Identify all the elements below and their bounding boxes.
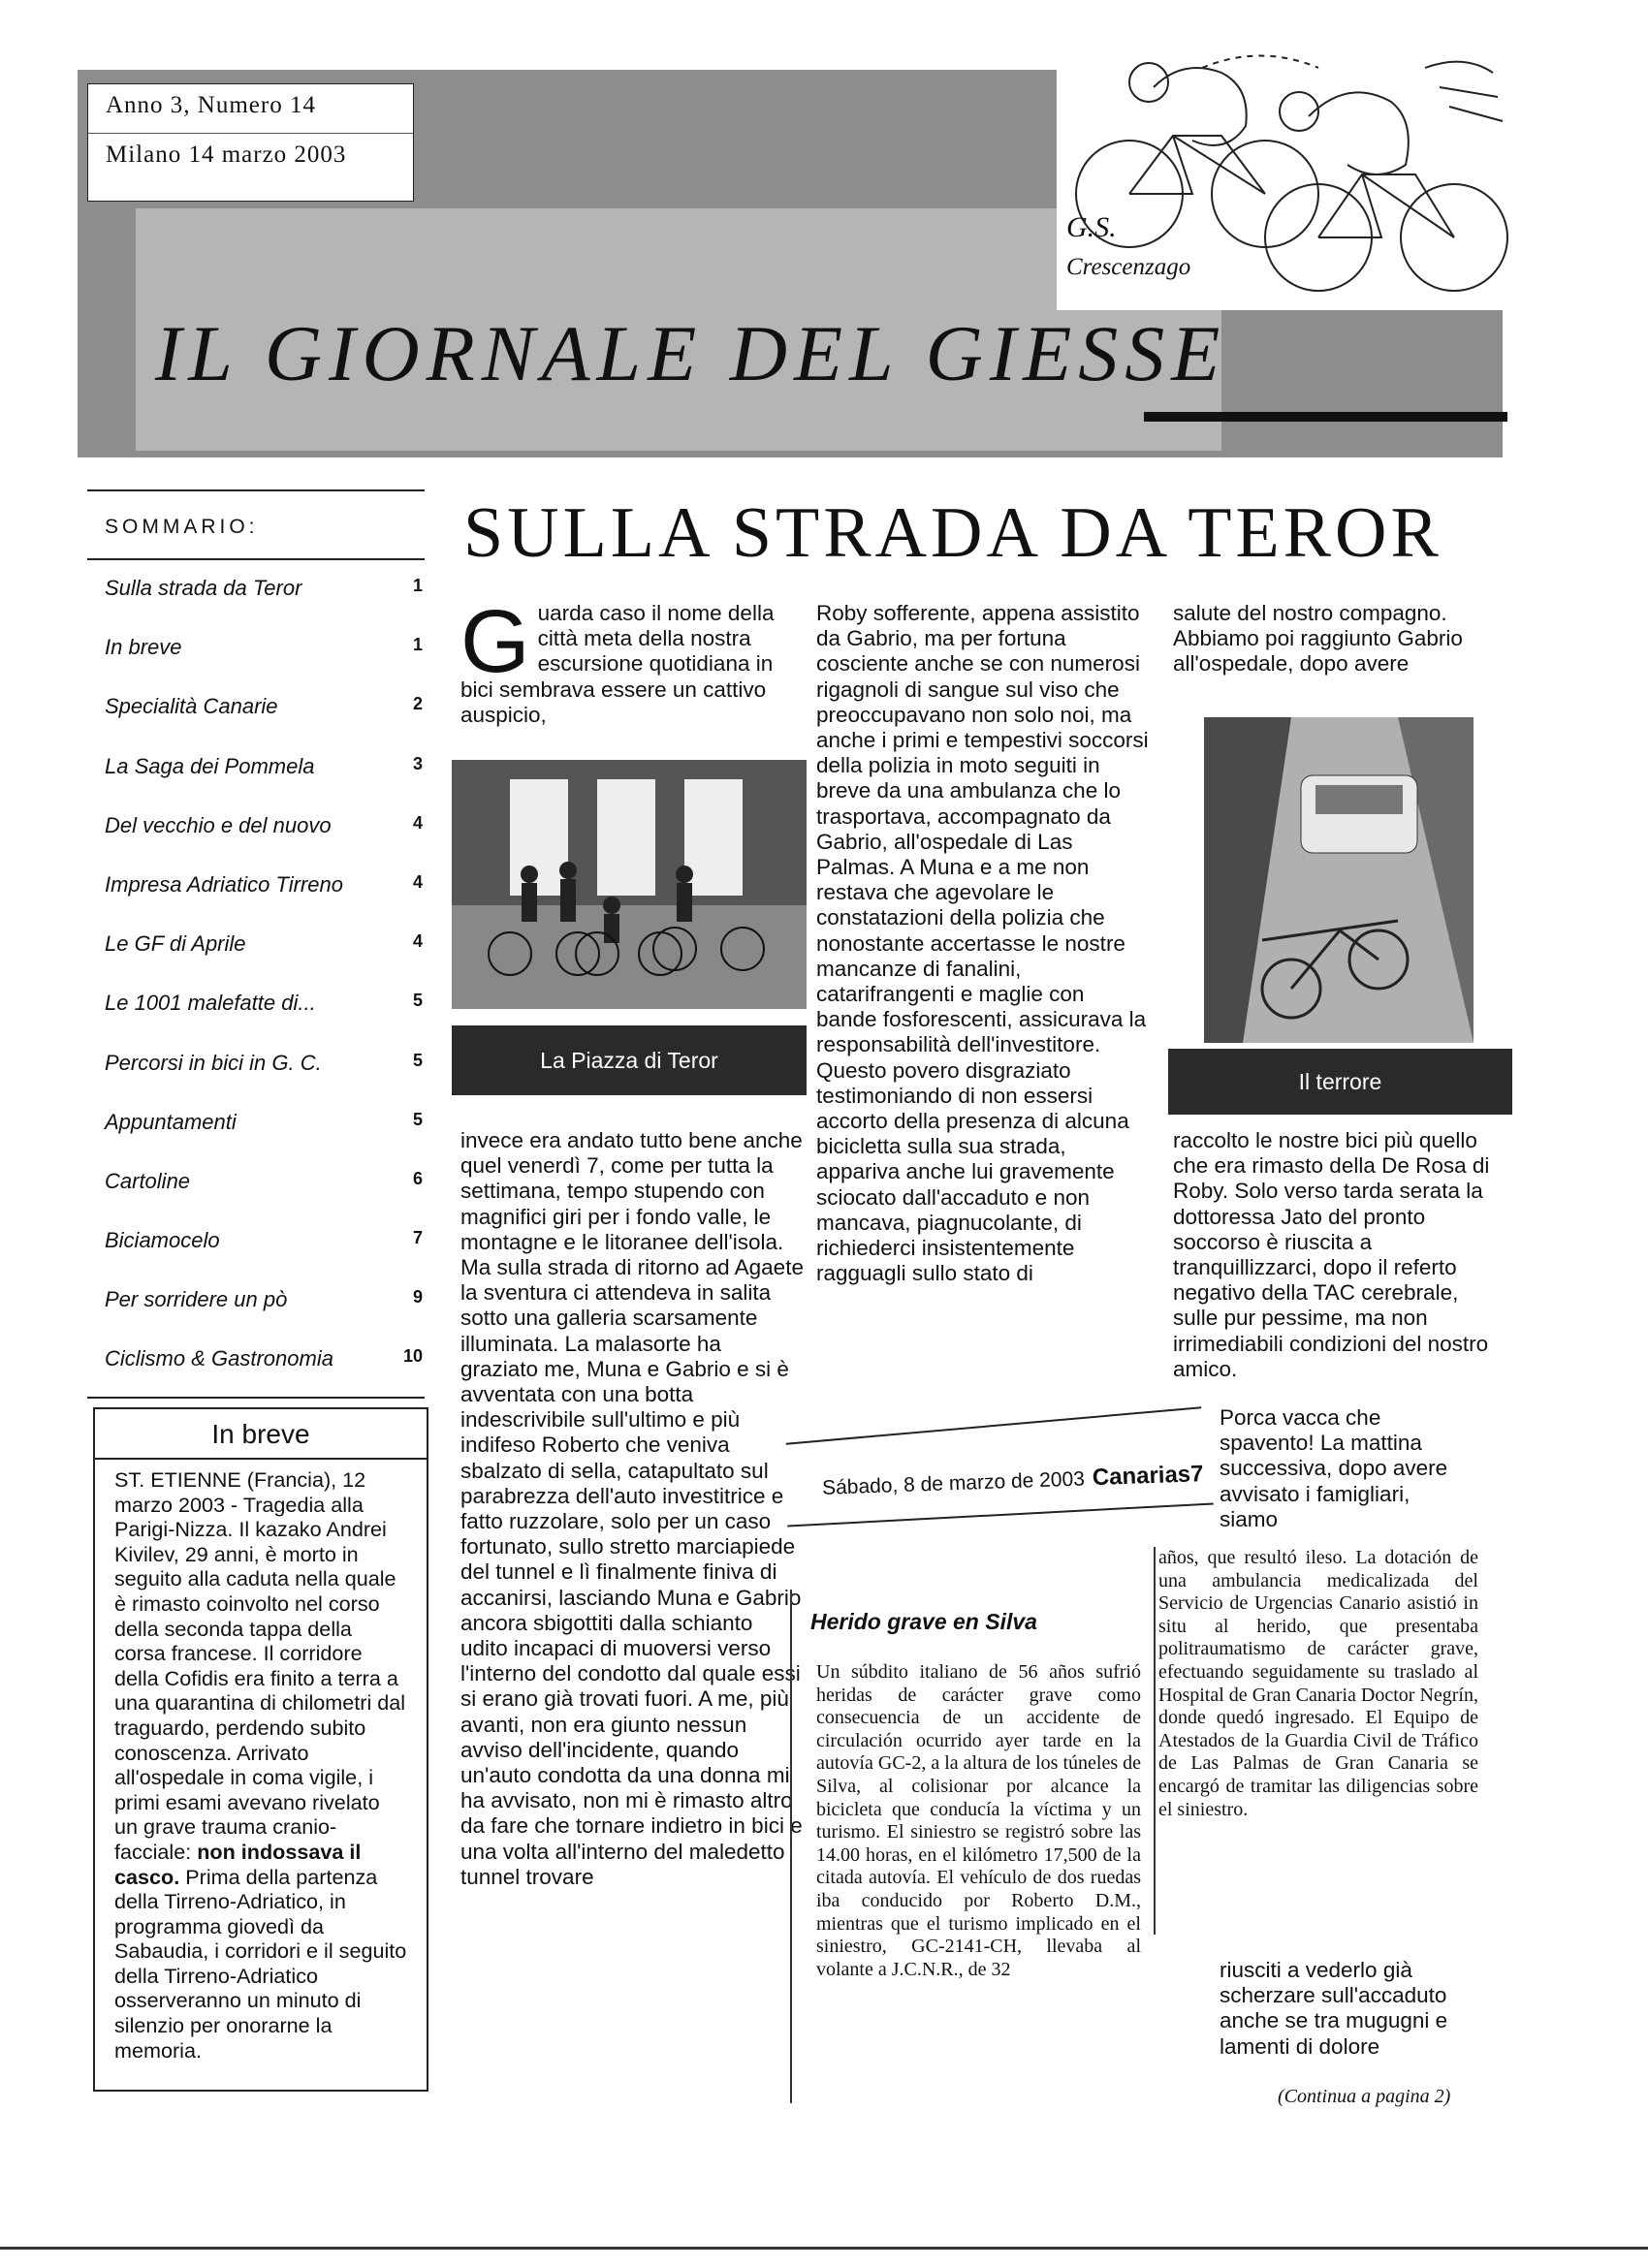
- article-column-3-end: riusciti a vederlo già scherzare sull'accaduto anche se tra mugugni e lamenti di dolore: [1220, 1958, 1448, 2059]
- toc-item-title: In breve: [105, 635, 182, 660]
- sommario-sidebar: [87, 489, 425, 1399]
- toc-item[interactable]: [87, 916, 425, 975]
- toc-item-title: Impresa Adriatico Tirreno: [105, 871, 343, 897]
- masthead-rule: [1144, 412, 1507, 422]
- newspaper-title: IL GIORNALE DEL GIESSE: [155, 309, 1227, 397]
- issue-date: Milano 14 marzo 2003: [88, 133, 413, 181]
- clipping-column-2: años, que resultó ileso. La dotación de una ambulancia medicalizada del Servicio de Urgencias Canario asistió in situ al herido, que presentaba politraumatismo de carácter grave, efectuando seguidamente su traslado al Hospital de Gran Canaria Doctor Negrín, donde quedó ingresado. El Equipo de Atestados de la Guardia Civil de Tráfico de Las Palmas de Gran Canaria se encargó de tramitar las diligencias sobre el siniestro.: [1158, 1547, 1478, 1820]
- toc-item[interactable]: [87, 857, 425, 916]
- clipping-top-rule: [786, 1406, 1202, 1444]
- toc-item-title: Percorsi in bici in G. C.: [105, 1050, 322, 1075]
- toc-item[interactable]: [87, 1272, 425, 1331]
- in-breve-text: ST. ETIENNE (Francia), 12 marzo 2003 - Tragedia alla Parigi-Nizza. Il kazako Andrei Kivilev, 29 anni, è morto in seguito alla caduta nella quale è rimasto coinvolto nel corso della seconda tappa della corsa francese. Il corridore della Cofidis era finito a terra a una quarantina di chilometri dal traguardo, perdendo subito conoscenza. Arrivato all'ospedale in coma vigile, i primi esami avevano rivelato un grave trauma cranio-facciale: non indossava il casco. Prima della partenza della Tirreno-Adriatico, in programma giovedì da Sabaudia, i corridori e il seguito della Tirreno-Adriatico osserveranno un minuto di silenzio per onorarne la memoria.: [114, 1467, 407, 2063]
- toc-item[interactable]: [87, 1094, 425, 1153]
- toc-item-title: La Saga dei Pommela: [105, 753, 315, 778]
- club-name: Crescenzago: [1066, 254, 1191, 280]
- toc-item-page: 4: [412, 812, 423, 833]
- toc-item-page: 7: [412, 1228, 423, 1248]
- clipping-headline: Herido grave en Silva: [810, 1609, 1037, 1634]
- toc-item-page: 1: [412, 635, 423, 655]
- toc-item-page: 10: [402, 1346, 423, 1367]
- toc-item-page: 5: [412, 991, 423, 1011]
- issue-info-box: [87, 83, 414, 202]
- toc-item-title: Cartoline: [105, 1168, 191, 1193]
- club-initials: G.S.: [1066, 211, 1117, 243]
- toc-item-page: 9: [412, 1287, 423, 1307]
- toc-item-title: Le 1001 malefatte di...: [105, 991, 316, 1016]
- in-breve-title: In breve: [95, 1409, 427, 1460]
- toc-item[interactable]: [87, 739, 425, 798]
- toc-item[interactable]: [87, 1153, 425, 1213]
- clipping-column-1: Un súbdito italiano de 56 años sufrió heridas de carácter grave como consecuencia de un accidente de circulación ocurrido ayer tarde en la autovía GC-2, a la altura de los túneles de Silva, al colisionar por alcance la bicicleta que conducía la víctima y un turismo. El siniestro se registró sobre las 14.00 horas, en el kilómetro 17,500 de la citada autovía. El vehículo de dos ruedas iba conducido por Roberto D.M., mientras que el turismo implicado en el siniestro, GC-2141-CH, llevaba al volante a J.C.N.R., de 32: [816, 1661, 1141, 1980]
- toc-item-title: Le GF di Aprile: [105, 931, 246, 957]
- toc-item-title: Per sorridere un pò: [105, 1287, 288, 1312]
- toc-item-page: 3: [412, 753, 423, 773]
- article-column-1-bottom: invece era andato tutto bene anche quel venerdì 7, come per tutta la settimana, tempo stupendo con magnifici giri per i fondo valle, le montagne e le litoranee dell'isola. Ma sulla strada di ritorno ad Agaete la sventura ci attendeva in salita sotto una galleria scarsamente illuminata. La malasorte ha graziato me, Muna e Gabrio e si è avventata con una botta indescrivibile sull'ultimo e più indifeso Roberto che veniva sbalzato di sella, catapultato sul parabrezza dell'auto investitrice e fatto ruzzolare, solo per un caso fortunato, sullo stretto marciapiede del tunnel e lì finalmente finiva di accanirsi, lasciando Muna e Gabrio ancora sbigottiti dalla schianto udito incapaci di muoversi verso l'interno del condotto dal quale essi si erano già trovati fuori. A me, più avanti, non era giunto nessun avviso dell'incidente, quando un'auto condotta da una donna mi ha avvisato, non mi è rimasto altro da fare che tornare indietro in bici e una volta all'interno del maledetto tunnel trovare: [460, 1128, 804, 1889]
- toc-item-page: 6: [412, 1168, 423, 1188]
- toc-item-title: Specialità Canarie: [105, 694, 278, 719]
- toc-item-page: 5: [412, 1109, 423, 1129]
- toc-divider: [87, 1397, 425, 1399]
- toc-item-title: Sulla strada da Teror: [105, 576, 302, 600]
- toc-item-page: 4: [412, 931, 423, 952]
- clipping-date-rule: [787, 1502, 1214, 1527]
- toc-item[interactable]: [87, 560, 425, 619]
- in-breve-bold-text: non indossava il casco.: [114, 1839, 362, 1889]
- toc-item[interactable]: [87, 1035, 425, 1094]
- toc-item[interactable]: [87, 678, 425, 738]
- teror-square-photo: [452, 760, 807, 1009]
- issue-number: Anno 3, Numero 14: [106, 92, 316, 118]
- article-headline: SULLA STRADA DA TEROR: [463, 493, 1442, 573]
- toc-item-page: 1: [412, 576, 423, 595]
- toc-item-title: Ciclismo & Gastronomia: [105, 1346, 333, 1371]
- toc-item[interactable]: [87, 798, 425, 857]
- toc-item-page: 2: [412, 694, 423, 714]
- table-of-contents: [87, 560, 425, 1391]
- photo-caption-terrore: Il terrore: [1168, 1049, 1512, 1115]
- article-column-3-continuation: Porca vacca che spavento! La mattina successiva, dopo avere avvisato i famigliari, siamo: [1220, 1405, 1448, 1531]
- accident-photo: [1204, 717, 1474, 1043]
- toc-item[interactable]: [87, 619, 425, 678]
- toc-item-page: 4: [412, 871, 423, 892]
- clipping-column-divider: [1154, 1547, 1156, 1935]
- clipping-date: Sábado, 8 de marzo de 2003 Canarias7: [821, 1461, 1204, 1499]
- article-column-3-top: salute del nostro compagno. Abbiamo poi raggiunto Gabrio all'ospedale, dopo avere: [1173, 601, 1463, 677]
- toc-item-title: Biciamocelo: [105, 1228, 220, 1253]
- in-breve-box: [93, 1407, 428, 2092]
- article-column-3-middle: raccolto le nostre bici più quello che era rimasto della De Rosa di Roby. Solo verso tarda serata la dottoressa Jato del pronto soccorso è riuscita a tranquillizzarci, dopo il referto negativo della TAC cerebrale, sulle pur pessime, ma non irrimediabili condizioni del nostro amico.: [1173, 1128, 1490, 1381]
- clipping-paper-name: Canarias7: [1092, 1461, 1204, 1492]
- toc-item-title: Del vecchio e del nuovo: [105, 812, 332, 837]
- continued-on-page: (Continua a pagina 2): [1278, 2086, 1451, 2107]
- toc-item[interactable]: [87, 1213, 425, 1272]
- article-column-2: Roby sofferente, appena assistito da Gabrio, ma per fortuna cosciente anche se con numerosi rigagnoli di sangue sul viso che preoccupavano non solo noi, ma anche i primi e tempestivi soccorsi della polizia in moto seguiti in breve da una ambulanza che lo trasportava, accompagnato da Gabrio, all'ospedale di Las Palmas. A Muna e a me non restava che agevolare le constatazioni della polizia che nonostante accertasse le nostre mancanze di fanalini, catarifrangenti e maglie con bande fosforescenti, assicurava la responsabilità dell'investitore. Questo povero disgraziato testimoniando di non essersi accorto della presenza di alcuna bicicletta sulla sua strada, appariva anche lui gravemente sciocato dall'accaduto e non mancava, piagnucolante, di richiederci insistentemente ragguagli sullo stato di: [816, 601, 1149, 1286]
- toc-item[interactable]: [87, 1331, 425, 1390]
- toc-item[interactable]: [87, 975, 425, 1034]
- photo-caption-teror: La Piazza di Teror: [452, 1025, 807, 1095]
- drop-cap: G: [460, 592, 530, 691]
- toc-item-page: 5: [412, 1050, 423, 1070]
- sommario-title: SOMMARIO:: [87, 489, 425, 560]
- page-bottom-rule: [0, 2247, 1648, 2250]
- toc-item-title: Appuntamenti: [105, 1109, 237, 1134]
- article-column-1-top: Guarda caso il nome della città meta della nostra escursione quotidiana in bici sembrava essere un cattivo auspicio,: [460, 592, 775, 727]
